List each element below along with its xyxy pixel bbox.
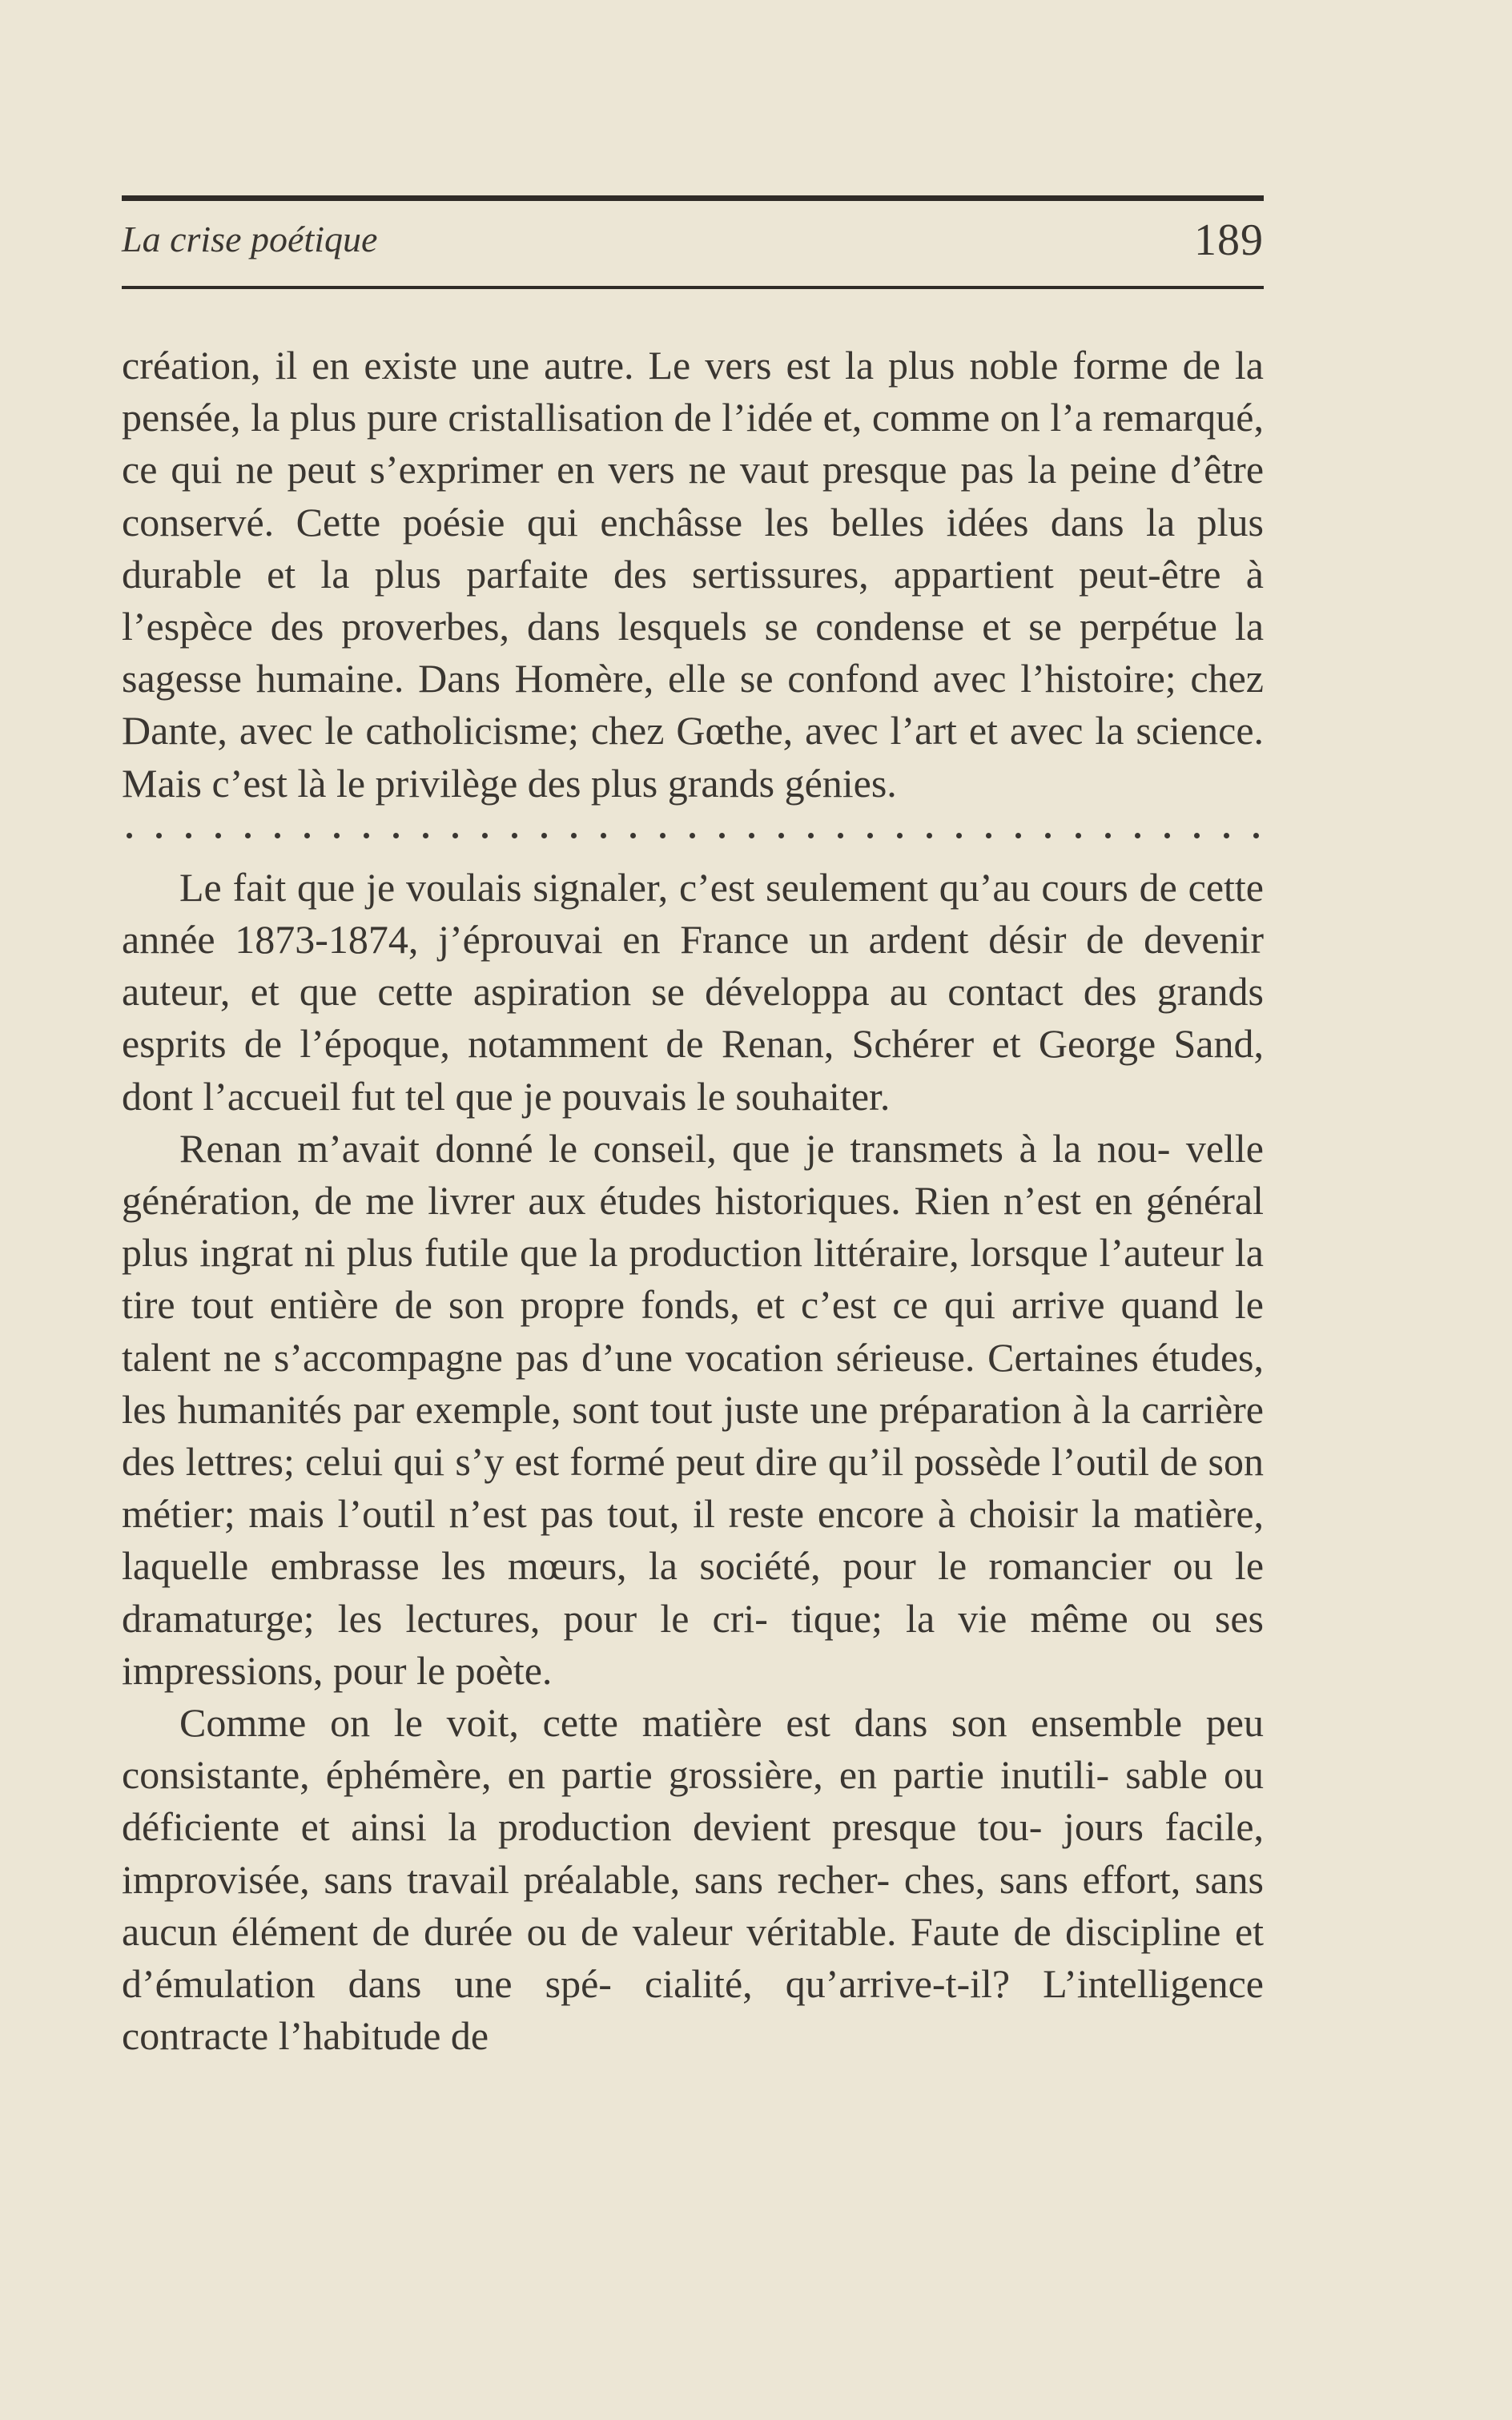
page-number: 189	[1194, 215, 1264, 265]
body-text	[122, 340, 1264, 2063]
header-rule-bottom	[122, 286, 1264, 289]
section-break-dots	[122, 810, 1264, 862]
running-header	[122, 215, 1264, 279]
paragraph-1: création, il en existe une autre. Le vers est la plus noble forme de la pensée, la plus pure cristallisation de l’idée et, comme on l’a remarqué, ce qui ne peut s’exprimer en vers ne vaut presque pas la peine d’être conservé. Cette poésie qui enchâsse les belles idées dans la plus durable et la plus parfaite des sertissures, appartient peut-être à l’espèce des proverbes, dans lesquels se condense et se perpétue la sagesse humaine. Dans Homère, elle se confond avec l’histoire; chez Dante, avec le catholicisme; chez Gœthe, avec l’art et avec la science. Mais c’est là le privilège des plus grands génies.	[122, 343, 1265, 806]
running-title: La crise poétique	[122, 219, 378, 259]
header-rule-top	[122, 195, 1264, 201]
paragraph-3: Renan m’avait donné le conseil, que je transmets à la nou- velle génération, de me livrer aux études historiques. Rien n’est en général plus ingrat ni plus futile que la production littéraire, lorsque l’auteur la tire tout entière de son propre fonds, et c’est ce qui arrive quand le talent ne s’accompagne pas d’une vocation sérieuse. Certaines études, les humanités par exemple, sont tout juste une préparation à la carrière des lettres; celui qui s’y est formé peut dire qu’il possède l’outil de son métier; mais l’outil n’est pas tout, il reste encore à choisir la matière, laquelle embrasse les mœurs, la société, pour le romancier ou le dramaturge; les lectures, pour le cri- tique; la vie même ou ses impressions, pour le poète.	[122, 1125, 1265, 1693]
paragraph-2: Le fait que je voulais signaler, c’est seulement qu’au cours de cette année 1873-1874, j’éprouvai en France un ardent désir de devenir auteur, et que cette aspiration se développa au contact des grands esprits de l’époque, notamment de Renan, Schérer et George Sand, dont l’accueil fut tel que je pouvais le souhaiter.	[122, 864, 1265, 1119]
paragraph-4: Comme on le voit, cette matière est dans son ensemble peu consistante, éphémère, en partie grossière, en partie inutili- sable ou déficiente et ainsi la production devient presque tou- jours facile, improvisée, sans travail préalable, sans recher- ches, sans effort, sans aucun élément de durée ou de valeur véritable. Faute de discipline et d’émulation dans une spé- cialité, qu’arrive-t-il? L’intelligence contracte l’habitude de	[122, 1700, 1265, 2059]
